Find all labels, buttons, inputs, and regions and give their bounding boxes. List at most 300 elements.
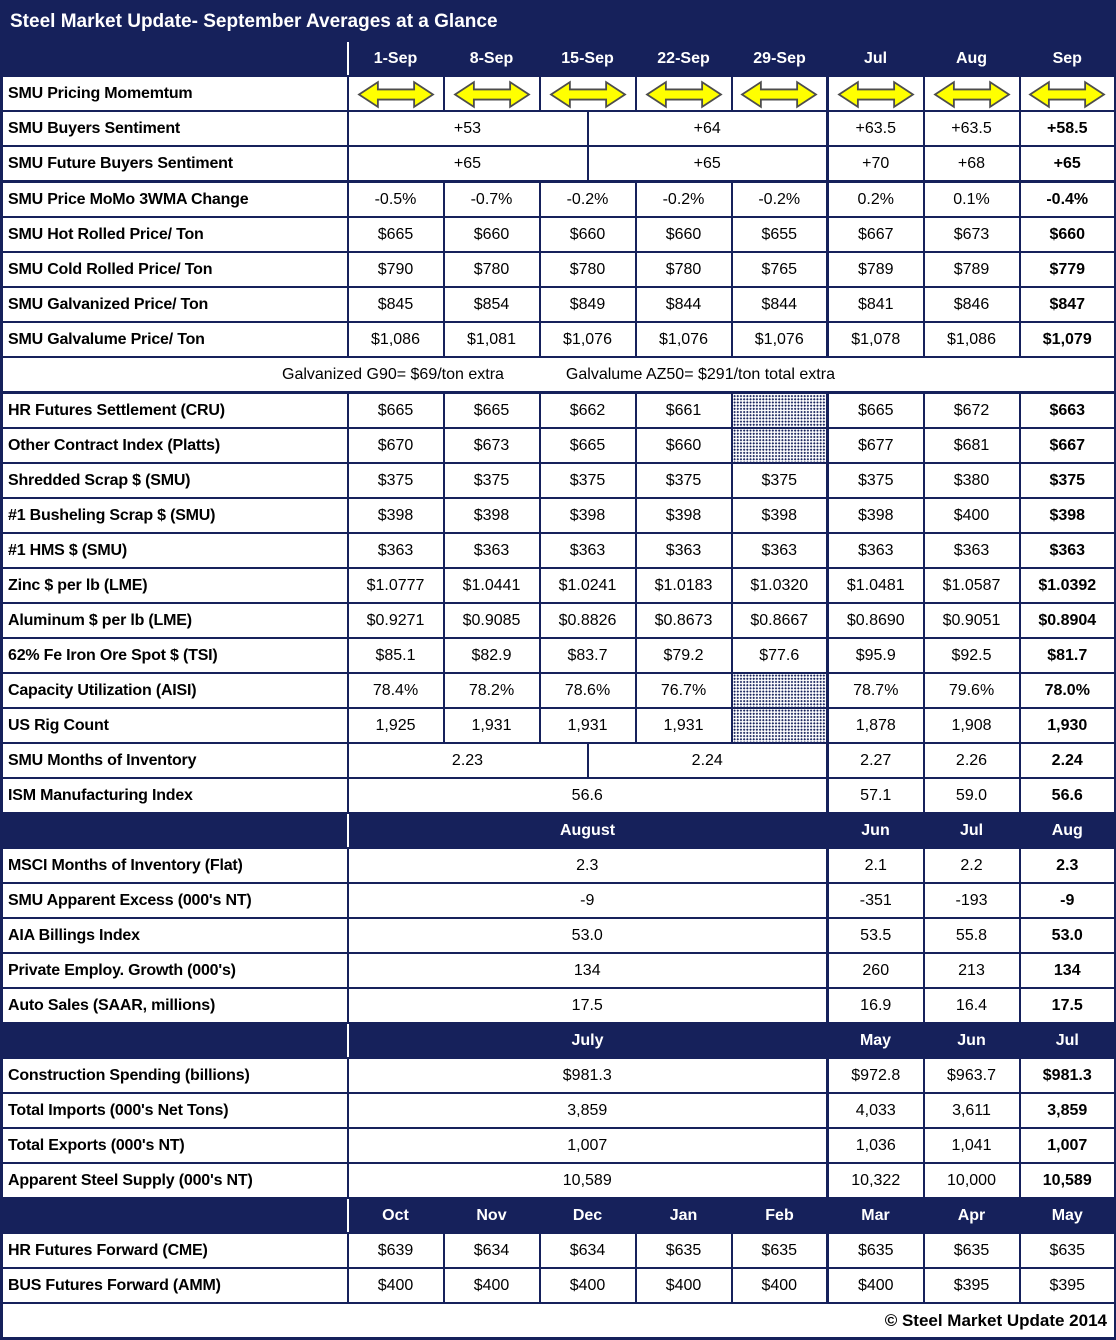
cell-value: $849 [540,287,636,322]
cell-value: +64 [588,111,828,146]
momentum-cell [828,76,924,111]
momentum-cell [636,76,732,111]
cell-value: $1,081 [444,322,540,357]
column-header: 8-Sep [444,41,540,76]
cell-value: $844 [636,287,732,322]
cell-value: $841 [828,287,924,322]
row-label: US Rig Count [2,708,348,743]
row-label: #1 Busheling Scrap $ (SMU) [2,498,348,533]
cell-value: -0.2% [636,182,732,218]
cell-value: 78.0% [1020,673,1116,708]
cell-value: +53 [348,111,588,146]
cell-value: $789 [924,252,1020,287]
cell-value: +65 [1020,146,1116,182]
cell-value: $635 [636,1233,732,1268]
cell-value: $1,076 [636,322,732,357]
row-label: MSCI Months of Inventory (Flat) [2,848,348,883]
column-header: Jun [924,1023,1020,1058]
cell-value: $83.7 [540,638,636,673]
data-row [2,1128,1116,1163]
cell-value: 1,041 [924,1128,1020,1163]
cell-value: $77.6 [732,638,828,673]
row-label: SMU Hot Rolled Price/ Ton [2,217,348,252]
cell-value: 3,611 [924,1093,1020,1128]
data-row [2,1093,1116,1128]
row-label: Aluminum $ per lb (LME) [2,603,348,638]
cell-value: $95.9 [828,638,924,673]
row-label: 62% Fe Iron Ore Spot $ (TSI) [2,638,348,673]
cell-value: $0.9271 [348,603,444,638]
cell-value: $673 [444,428,540,463]
cell-value: $363 [732,533,828,568]
row-label: SMU Price MoMo 3WMA Change [2,182,348,218]
column-header: July [348,1023,828,1058]
cell-value: $363 [924,533,1020,568]
row-label: SMU Cold Rolled Price/ Ton [2,252,348,287]
section-header-forward-months [2,1198,1116,1233]
cell-value: $790 [348,252,444,287]
data-row [2,287,1116,322]
cell-value: $677 [828,428,924,463]
cell-value: 2.3 [1020,848,1116,883]
cell-value: $363 [348,533,444,568]
cell-value: $660 [1020,217,1116,252]
column-header: Sep [1020,41,1116,76]
momentum-arrow-icon [354,80,438,109]
cell-value: 10,322 [828,1163,924,1198]
cell-value: $81.7 [1020,638,1116,673]
momentum-cell [732,76,828,111]
cell-value: $0.9085 [444,603,540,638]
cell-value: $0.8673 [636,603,732,638]
data-row [2,708,1116,743]
column-header: 1-Sep [348,41,444,76]
momentum-arrow-icon [450,80,534,109]
cell-value: 56.6 [1020,778,1116,813]
row-label: ISM Manufacturing Index [2,778,348,813]
column-header: August [348,813,828,848]
data-row [2,1163,1116,1198]
cell-value: $635 [1020,1233,1116,1268]
cell-value: 2.23 [348,743,588,778]
row-label: SMU Galvalume Price/ Ton [2,322,348,357]
cell-value: 1,007 [1020,1128,1116,1163]
column-header: Jul [828,41,924,76]
cell-value: 10,000 [924,1163,1020,1198]
row-label: SMU Buyers Sentiment [2,111,348,146]
momentum-arrow-icon [642,80,726,109]
data-row [2,498,1116,533]
cell-value: $635 [924,1233,1020,1268]
cell-value: $845 [348,287,444,322]
cell-value: 260 [828,953,924,988]
column-header: Jun [828,813,924,848]
data-row [2,393,1116,429]
cell-value: $1,076 [732,322,828,357]
cell-value: 2.24 [588,743,828,778]
cell-value: 1,878 [828,708,924,743]
cell-value: $79.2 [636,638,732,673]
cell-value: 134 [1020,953,1116,988]
cell-value: 57.1 [828,778,924,813]
cell-value: $363 [1020,533,1116,568]
column-header: Feb [732,1198,828,1233]
cell-value: $672 [924,393,1020,429]
cell-value: $398 [540,498,636,533]
row-label: SMU Galvanized Price/ Ton [2,287,348,322]
cell-value: $1,086 [348,322,444,357]
cell-value: $400 [444,1268,540,1303]
cell-value: $789 [828,252,924,287]
cell-value: $0.8904 [1020,603,1116,638]
cell-value: $0.9051 [924,603,1020,638]
data-row [2,848,1116,883]
cell-value: $662 [540,393,636,429]
cell-value: $363 [828,533,924,568]
cell-value: +70 [828,146,924,182]
row-label: #1 HMS $ (SMU) [2,533,348,568]
row-label: Capacity Utilization (AISI) [2,673,348,708]
cell-value: $681 [924,428,1020,463]
cell-value: $398 [828,498,924,533]
cell-value: 3,859 [1020,1093,1116,1128]
cell-value: $673 [924,217,1020,252]
cell-value: $363 [540,533,636,568]
cell-value: $635 [828,1233,924,1268]
column-header-row [2,41,1116,76]
no-data-cell [732,708,828,743]
cell-value: -0.2% [732,182,828,218]
data-row [2,638,1116,673]
cell-value: $363 [636,533,732,568]
column-header: Dec [540,1198,636,1233]
cell-value: $844 [732,287,828,322]
row-label: HR Futures Settlement (CRU) [2,393,348,429]
cell-value: $780 [540,252,636,287]
data-row [2,1058,1116,1093]
cell-value: $634 [540,1233,636,1268]
cell-value: $779 [1020,252,1116,287]
column-header: Jul [924,813,1020,848]
cell-value: 1,931 [636,708,732,743]
cell-value: 134 [348,953,828,988]
cell-value: 17.5 [1020,988,1116,1023]
cell-value: 10,589 [1020,1163,1116,1198]
cell-value: +65 [348,146,588,182]
cell-value: $400 [732,1268,828,1303]
cell-value: $780 [444,252,540,287]
blank-label-cell [2,41,348,76]
row-label: Other Contract Index (Platts) [2,428,348,463]
cell-value: 2.3 [348,848,828,883]
data-row [2,111,1116,146]
momentum-arrow-icon [930,80,1014,109]
momentum-cell [924,76,1020,111]
cell-value: $398 [348,498,444,533]
cell-value: +65 [588,146,828,182]
cell-value: $1.0241 [540,568,636,603]
data-row [2,883,1116,918]
data-row [2,1268,1116,1303]
momentum-cell [1020,76,1116,111]
no-data-cell [732,673,828,708]
cell-value: $380 [924,463,1020,498]
no-data-cell [732,428,828,463]
cell-value: $660 [540,217,636,252]
cell-value: $375 [732,463,828,498]
cell-value: $398 [1020,498,1116,533]
cell-value: 2.27 [828,743,924,778]
cell-value: $639 [348,1233,444,1268]
cell-value: $1,086 [924,322,1020,357]
cell-value: 16.9 [828,988,924,1023]
cell-value: $400 [348,1268,444,1303]
cell-value: $846 [924,287,1020,322]
cell-value: 2.26 [924,743,1020,778]
cell-value: $0.8667 [732,603,828,638]
cell-value: $963.7 [924,1058,1020,1093]
cell-value: $400 [828,1268,924,1303]
column-header: Aug [1020,813,1116,848]
cell-value: 17.5 [348,988,828,1023]
cell-value: 76.7% [636,673,732,708]
cell-value: $375 [1020,463,1116,498]
cell-value: $660 [636,217,732,252]
cell-value: $981.3 [1020,1058,1116,1093]
cell-value: $660 [444,217,540,252]
cell-value: $0.8690 [828,603,924,638]
row-label: SMU Pricing Momemtum [2,76,348,111]
cell-value: +63.5 [924,111,1020,146]
cell-value: $398 [732,498,828,533]
momentum-arrow-icon [1025,80,1109,109]
cell-value: -0.5% [348,182,444,218]
cell-value: 1,930 [1020,708,1116,743]
cell-value: 3,859 [348,1093,828,1128]
cell-value: 59.0 [924,778,1020,813]
report-title: Steel Market Update- September Averages at a Glance [2,2,1116,42]
column-header: Jul [1020,1023,1116,1058]
data-row [2,673,1116,708]
no-data-cell [732,393,828,429]
momentum-arrow-icon [737,80,821,109]
cell-value: $1.0320 [732,568,828,603]
cell-value: 2.24 [1020,743,1116,778]
cell-value: 4,033 [828,1093,924,1128]
column-header: 22-Sep [636,41,732,76]
column-header: Apr [924,1198,1020,1233]
coating-extras-note [2,357,1116,393]
column-header: 29-Sep [732,41,828,76]
cell-value: -193 [924,883,1020,918]
cell-value: $665 [444,393,540,429]
footer-row [2,1303,1116,1339]
cell-value: 1,036 [828,1128,924,1163]
cell-value: $655 [732,217,828,252]
cell-value: $400 [636,1268,732,1303]
data-row [2,146,1116,182]
row-label: Total Exports (000's NT) [2,1128,348,1163]
column-header: Nov [444,1198,540,1233]
cell-value: $665 [828,393,924,429]
cell-value: 1,007 [348,1128,828,1163]
data-row [2,953,1116,988]
cell-value: 56.6 [348,778,828,813]
section-header-july [2,1023,1116,1058]
momentum-cell [540,76,636,111]
row-label: BUS Futures Forward (AMM) [2,1268,348,1303]
cell-value: $667 [1020,428,1116,463]
cell-value: $398 [444,498,540,533]
note-text: Galvanized G90= $69/ton extra [282,365,504,383]
cell-value: 53.0 [1020,918,1116,953]
cell-value: 53.0 [348,918,828,953]
data-row [2,252,1116,287]
cell-value: $661 [636,393,732,429]
cell-value: $1,076 [540,322,636,357]
column-header: Aug [924,41,1020,76]
blank-label-cell [2,813,348,848]
cell-value: $82.9 [444,638,540,673]
cell-value: $981.3 [348,1058,828,1093]
data-row [2,428,1116,463]
data-row [2,743,1116,778]
cell-value: $665 [348,217,444,252]
cell-value: $660 [636,428,732,463]
cell-value: +58.5 [1020,111,1116,146]
cell-value: $972.8 [828,1058,924,1093]
note-text: Galvalume AZ50= $291/ton total extra [565,365,835,383]
cell-value: $780 [636,252,732,287]
column-header: Jan [636,1198,732,1233]
cell-value: -9 [348,883,828,918]
momentum-row [2,76,1116,111]
cell-value: 0.2% [828,182,924,218]
blank-label-cell [2,1023,348,1058]
cell-value: -0.4% [1020,182,1116,218]
column-header: Mar [828,1198,924,1233]
cell-value: $375 [444,463,540,498]
cell-value: +68 [924,146,1020,182]
data-row [2,182,1116,218]
cell-value: $663 [1020,393,1116,429]
cell-value: $634 [444,1233,540,1268]
cell-value: 53.5 [828,918,924,953]
cell-value: 0.1% [924,182,1020,218]
cell-value: $363 [444,533,540,568]
data-row [2,533,1116,568]
cell-value: $1,079 [1020,322,1116,357]
blank-label-cell [2,1198,348,1233]
section-header-august [2,813,1116,848]
cell-value: $667 [828,217,924,252]
cell-value: $92.5 [924,638,1020,673]
data-row [2,778,1116,813]
cell-value: $375 [828,463,924,498]
column-header: May [828,1023,924,1058]
cell-value: 1,925 [348,708,444,743]
cell-value: $375 [348,463,444,498]
cell-value: $670 [348,428,444,463]
cell-value: $1.0441 [444,568,540,603]
momentum-arrow-icon [546,80,630,109]
data-row [2,1233,1116,1268]
cell-value: 16.4 [924,988,1020,1023]
cell-value: 1,931 [540,708,636,743]
momentum-cell [348,76,444,111]
column-header: 15-Sep [540,41,636,76]
data-row [2,463,1116,498]
cell-value: $1,078 [828,322,924,357]
row-label: Apparent Steel Supply (000's NT) [2,1163,348,1198]
cell-value: 10,589 [348,1163,828,1198]
cell-value: $398 [636,498,732,533]
row-label: AIA Billings Index [2,918,348,953]
cell-value: $375 [540,463,636,498]
cell-value: $1.0587 [924,568,1020,603]
data-row [2,217,1116,252]
data-row [2,918,1116,953]
data-row [2,568,1116,603]
cell-value: 55.8 [924,918,1020,953]
cell-value: +63.5 [828,111,924,146]
cell-value: $665 [348,393,444,429]
cell-value: $1.0183 [636,568,732,603]
cell-value: 1,908 [924,708,1020,743]
row-label: SMU Future Buyers Sentiment [2,146,348,182]
copyright-text: © Steel Market Update 2014 [2,1303,1116,1339]
cell-value: $400 [540,1268,636,1303]
cell-value: 78.2% [444,673,540,708]
column-header: Oct [348,1198,444,1233]
title-row [2,2,1116,42]
row-label: HR Futures Forward (CME) [2,1233,348,1268]
note-row [2,357,1116,393]
cell-value: $635 [732,1233,828,1268]
cell-value: $85.1 [348,638,444,673]
row-label: Private Employ. Growth (000's) [2,953,348,988]
row-label: SMU Apparent Excess (000's NT) [2,883,348,918]
row-label: Zinc $ per lb (LME) [2,568,348,603]
cell-value: $665 [540,428,636,463]
cell-value: 78.4% [348,673,444,708]
row-label: Total Imports (000's Net Tons) [2,1093,348,1128]
cell-value: $765 [732,252,828,287]
row-label: SMU Months of Inventory [2,743,348,778]
cell-value: $847 [1020,287,1116,322]
cell-value: -9 [1020,883,1116,918]
cell-value: 213 [924,953,1020,988]
cell-value: 1,931 [444,708,540,743]
cell-value: 78.6% [540,673,636,708]
cell-value: 2.2 [924,848,1020,883]
column-header: May [1020,1198,1116,1233]
cell-value: 79.6% [924,673,1020,708]
cell-value: $0.8826 [540,603,636,638]
cell-value: 78.7% [828,673,924,708]
cell-value: $854 [444,287,540,322]
cell-value: $395 [1020,1268,1116,1303]
cell-value: -351 [828,883,924,918]
data-row [2,988,1116,1023]
cell-value: $400 [924,498,1020,533]
cell-value: $375 [636,463,732,498]
row-label: Shredded Scrap $ (SMU) [2,463,348,498]
row-label: Construction Spending (billions) [2,1058,348,1093]
cell-value: -0.7% [444,182,540,218]
cell-value: 2.1 [828,848,924,883]
cell-value: $1.0481 [828,568,924,603]
